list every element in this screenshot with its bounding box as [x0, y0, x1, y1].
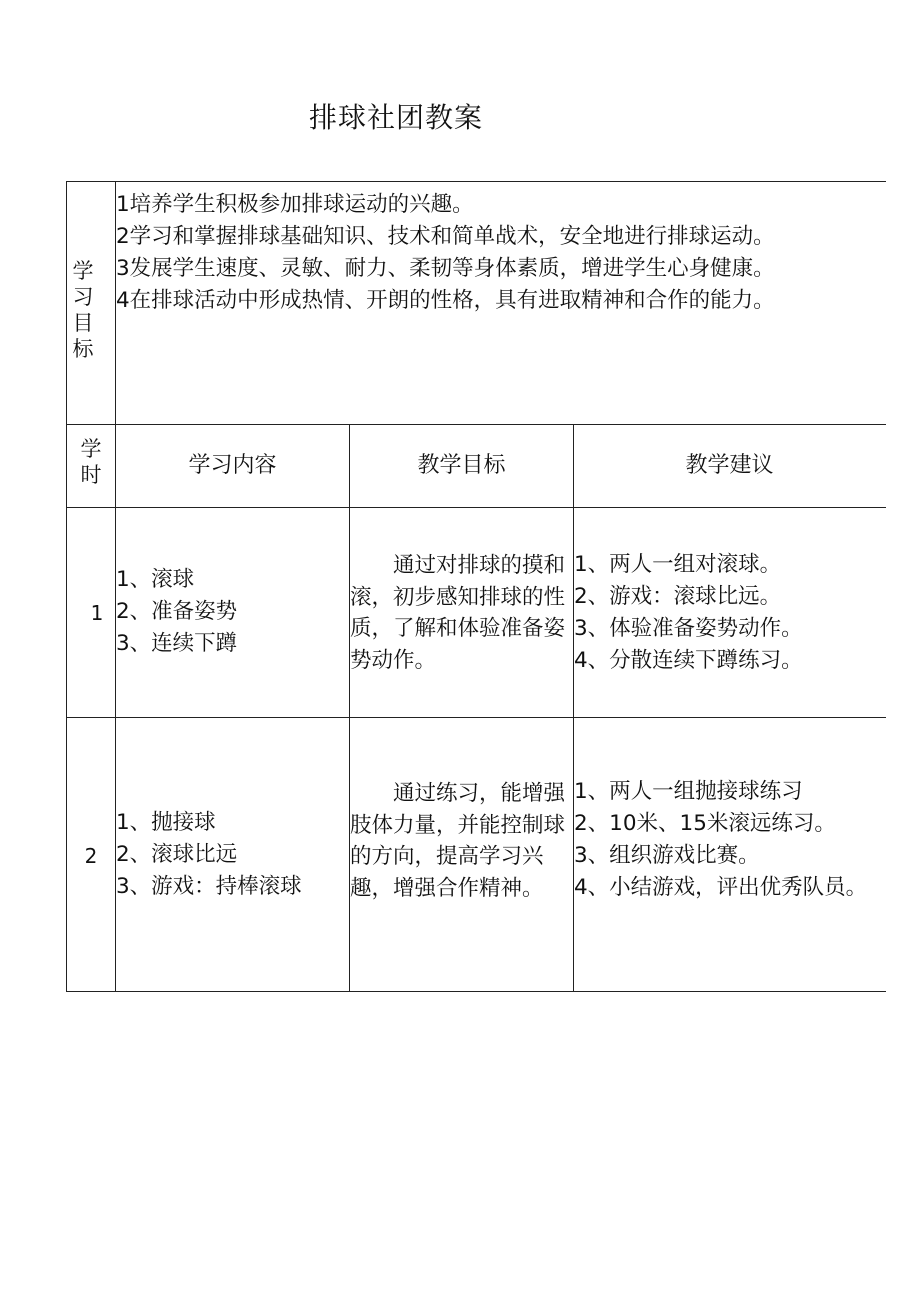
suggestion-item: 3、体验准备姿势动作。: [574, 616, 803, 641]
goal-item: 3发展学生速度、灵敏、耐力、柔韧等身体素质，增进学生心身健康。: [116, 256, 775, 281]
goals-label: 学习目标: [72, 259, 94, 361]
table-top-border: [66, 181, 886, 182]
table-row-divider: [66, 507, 886, 508]
content-item: 2、滚球比远: [116, 842, 238, 867]
content-item: 3、游戏：持棒滚球: [116, 874, 302, 899]
content-item: 1、滚球: [116, 567, 195, 592]
suggestion-item: 2、游戏：滚球比远。: [574, 584, 782, 609]
row-hour: 2: [84, 844, 98, 868]
table-row-divider: [66, 717, 886, 718]
goal-item: 4在排球活动中形成热情、开朗的性格，具有进取精神和合作的能力。: [116, 288, 775, 313]
content-item: 2、准备姿势: [116, 599, 238, 624]
table-left-border: [66, 181, 67, 992]
table-column-divider: [349, 424, 350, 992]
suggestion-item: 2、10米、15米滚远练习。: [574, 811, 836, 836]
row-objective: 通过练习，能增强肢体力量，并能控制球的方向，提高学习兴趣，增强合作精神。: [350, 781, 566, 901]
page-title: 排球社团教案: [308, 101, 483, 134]
table-bottom-border: [66, 991, 886, 992]
table-row-divider: [66, 424, 886, 425]
goal-item: 1培养学生积极参加排球运动的兴趣。: [116, 192, 474, 217]
content-item: 1、抛接球: [116, 810, 216, 835]
suggestion-item: 4、小结游戏，评出优秀队员。: [574, 875, 868, 900]
suggestion-item: 3、组织游戏比赛。: [574, 843, 760, 868]
goal-item: 2学习和掌握排球基础知识、技术和简单战术，安全地进行排球运动。: [116, 224, 775, 249]
suggestion-item: 1、两人一组对滚球。: [574, 552, 782, 577]
content-item: 3、连续下蹲: [116, 631, 238, 656]
header-suggestion: 教学建议: [685, 453, 774, 478]
suggestion-item: 4、分散连续下蹲练习。: [574, 648, 803, 673]
header-objective: 教学目标: [417, 453, 506, 478]
row-hour: 1: [90, 601, 104, 625]
row-objective: 通过对排球的摸和滚，初步感知排球的性质，了解和体验准备姿势动作。: [350, 553, 566, 673]
header-content: 学习内容: [188, 453, 277, 478]
suggestion-item: 1、两人一组抛接球练习: [574, 779, 803, 804]
table-column-divider: [573, 424, 574, 992]
header-hours: 学时: [80, 437, 102, 487]
